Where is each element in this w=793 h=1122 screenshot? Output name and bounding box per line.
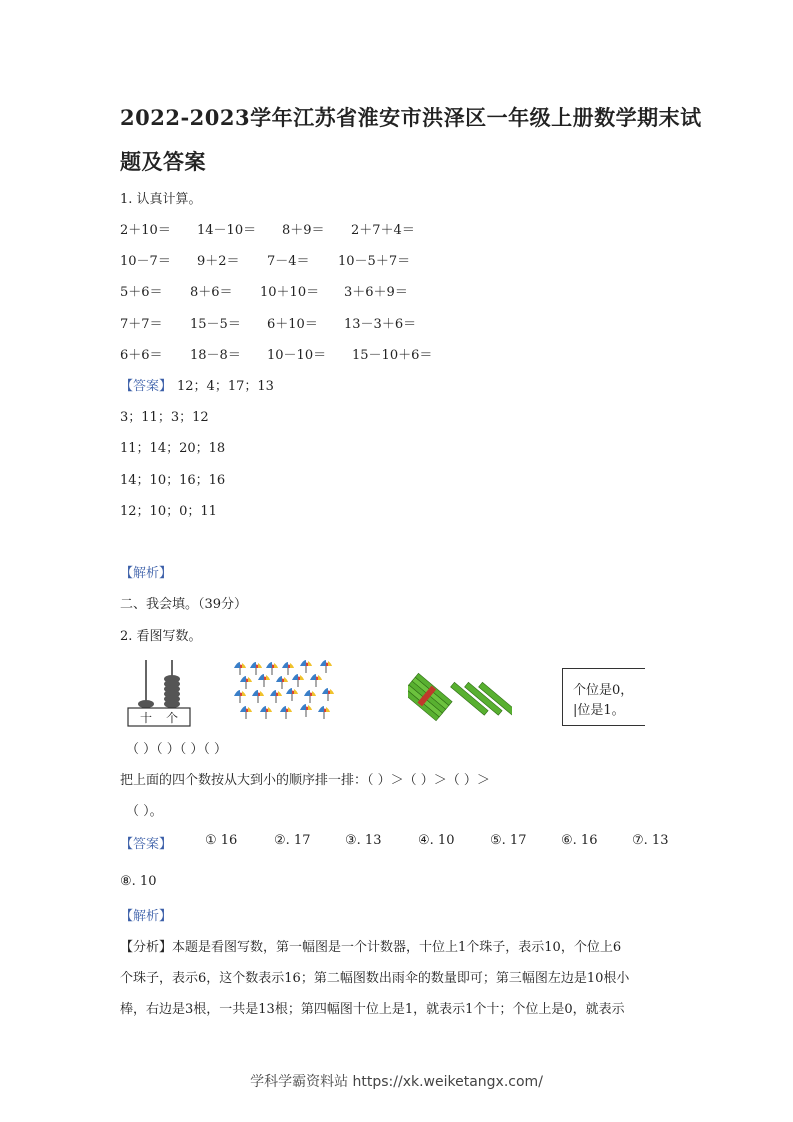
q1-answer-line-5: 12；10；0；11 [120,504,217,519]
q1-problem: 18－8＝ [190,348,241,363]
q1-answer-line-2: 3；11；3；12 [120,410,209,425]
q1-problem: 15－10＋6＝ [352,348,433,363]
q1-problem: 8＋9＝ [282,223,325,238]
q1-problem: 14－10＝ [197,223,257,238]
umbrella-icon [240,676,252,689]
umbrella-icon [234,662,246,675]
q1-answer-line-1: 12；4；17；13 [177,379,274,394]
q1-problem: 7＋7＝ [120,317,163,332]
analysis-line-1 [120,936,621,955]
q1-problem: 7－4＝ [267,254,310,269]
q2-order-line-2: （ ）。 [126,804,163,819]
q1-answer-line-3: 11；14；20；18 [120,441,226,456]
q2-answer-1: ① 16 [205,833,238,848]
q1-problem: 8＋6＝ [190,285,233,300]
umbrella-icon [276,676,288,689]
fenxi-tag: 【分析】 [120,940,173,955]
page-footer: 学科学霸资料站 https://xk.weiketangx.com/ [250,1074,543,1090]
umbrella-icon [282,662,294,675]
fenxi-text-1: 本题是看图写数，第一幅图是一个计数器，十位上1个珠子，表示10，个位上6 [172,940,622,955]
q1-answer-tag: 【答案】 [120,379,173,394]
umbrella-icon [252,690,264,703]
umbrella-icon [286,688,298,701]
q1-answer-line-4: 14；10；16；16 [120,473,226,488]
q2-answer-8: ⑧. 10 [120,874,157,889]
abacus-figure [122,656,192,728]
place-value-line-1: 个位是0， [573,683,634,698]
stick-bundle-figure [408,670,512,726]
umbrella-icon [258,674,270,687]
umbrella-icon [260,706,272,719]
q2-analysis-tag: 【解析】 [120,909,173,924]
q2-answer-3: ③. 13 [345,833,382,848]
abacus-tens-label: 十 [139,711,153,725]
q2-answer-6: ⑥. 16 [561,833,598,848]
doc-title-line1: 2022-2023学年江苏省淮安市洪泽区一年级上册数学期末试 [120,105,702,130]
q2-answer-5: ⑤. 17 [490,833,527,848]
q1-problem: 15－5＝ [190,317,241,332]
doc-title-line2: 题及答案 [120,149,206,174]
umbrella-icon [318,706,330,719]
q1-problem: 6＋10＝ [267,317,318,332]
umbrella-icon [322,688,334,701]
q1-heading: 1. 认真计算。 [120,192,202,207]
place-value-line-2: |位是1。 [573,703,625,718]
umbrella-icon [292,674,304,687]
analysis-line-3: 棒，右边是3根，一共是13根；第四幅图十位上是1，就表示1个十；个位上是0，就表示 [120,1002,625,1017]
umbrella-icon [280,706,292,719]
q1-problem: 2＋10＝ [120,223,171,238]
q1-problem: 10－7＝ [120,254,171,269]
q1-problem: 2＋7＋4＝ [351,223,415,238]
abacus-base [128,708,190,726]
q2-blanks: （ ）（ ）（ ）（ ） [126,742,228,757]
q2-heading: 2. 看图写数。 [120,629,202,644]
place-value-box [562,668,645,726]
umbrella-icon [234,690,246,703]
umbrella-icon [320,660,332,673]
umbrella-icon [270,690,282,703]
q1-problem: 3＋6＋9＝ [344,285,408,300]
q2-order-line-1: 把上面的四个数按从大到小的顺序排一排：（ ）＞（ ）＞（ ）＞ [120,773,490,788]
abacus-ones-label: 个 [165,711,179,725]
ten-stick-bundle [408,673,452,720]
q1-problem: 13－3＋6＝ [344,317,417,332]
umbrella-icon [300,704,312,717]
q1-problem: 10＋10＝ [260,285,320,300]
q1-analysis-tag: 【解析】 [120,566,173,581]
analysis-line-2: 个珠子，表示6，这个数表示16；第二幅图数出雨伞的数量即可；第三幅图左边是10根小 [120,971,630,986]
section2-heading: 二、我会填。（39分） [120,597,248,612]
abacus-bead [164,700,180,708]
umbrella-icon [240,706,252,719]
q2-answer-7: ⑦. 13 [632,833,669,848]
q1-problem: 10－5＋7＝ [338,254,411,269]
umbrella-icon [310,674,322,687]
q1-problem: 10－10＝ [267,348,327,363]
umbrella-icon [266,662,278,675]
abacus-bead [138,700,154,708]
q1-problem: 6＋6＝ [120,348,163,363]
q2-answer-2: ②. 17 [274,833,311,848]
umbrella-icon [300,660,312,673]
umbrella-icon [250,662,262,675]
umbrella-icon [304,690,316,703]
umbrella-group-figure [232,660,336,724]
q1-problem: 5＋6＝ [120,285,163,300]
q1-problem: 9＋2＝ [197,254,240,269]
q2-answer-tag: 【答案】 [120,837,173,852]
q2-answer-4: ④. 10 [418,833,455,848]
